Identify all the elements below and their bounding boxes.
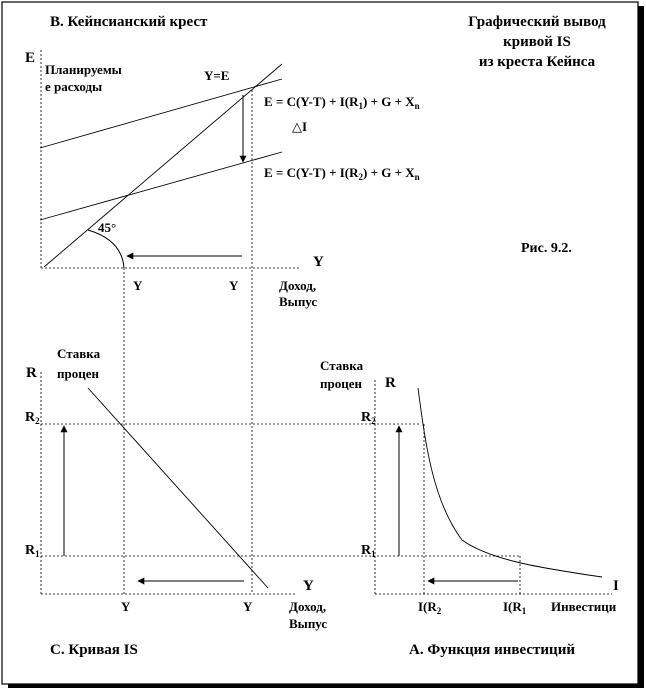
is-r1-label: $R_1$	[25, 543, 40, 559]
cross-x-label-1: Доход,	[279, 278, 317, 293]
inv-r2-label: $R_2$	[361, 410, 376, 426]
inv-rate-label-2: процен	[320, 376, 362, 391]
inv-i-r1-label: $I(R_1$	[503, 599, 527, 616]
cross-y-tick-2: Y	[229, 278, 239, 293]
is-axis-y-label: Y	[303, 578, 314, 594]
cross-x-label-2: Выпус	[279, 294, 318, 309]
axis-label-e: E	[25, 50, 36, 66]
ye-label: Y=E	[204, 68, 230, 83]
expenditure-equation-r1: $E = C(Y-T) + I(R_1) + G + X_n$	[264, 94, 420, 111]
angle-45-label: 45°	[98, 220, 117, 235]
inv-rate-label-1: Ставка	[320, 358, 364, 373]
cross-axis-y-label: Y	[313, 254, 324, 270]
is-y-tick-1: Y	[121, 599, 131, 614]
is-y-tick-2: Y	[243, 599, 253, 614]
cross-y-tick-1: Y	[133, 278, 143, 293]
panel-b-title: В. Кейнсианский крест	[50, 14, 208, 30]
main-title-line-1: Графический вывод	[468, 14, 606, 30]
figure-caption: Рис. 9.2.	[521, 241, 572, 256]
inv-r1-label: $R_1$	[361, 543, 376, 559]
expenditure-equation-r2: $E = C(Y-T) + I(R_2) + G + X_n$	[264, 165, 420, 182]
is-x-label-1: Доход,	[289, 599, 327, 614]
is-r2-label: $R_2$	[25, 410, 40, 426]
main-title-line-3: из креста Кейнса	[478, 54, 596, 70]
panel-a-title: А. Функция инвестиций	[409, 642, 575, 658]
inv-axis-r-label: R	[385, 375, 396, 391]
planned-expenditure-label-2: е расходы	[45, 79, 103, 94]
delta-i-label: △I	[292, 119, 308, 134]
is-rate-label-2: процен	[57, 366, 99, 381]
inv-x-label: Инвестици	[551, 599, 617, 614]
main-title-line-2: кривой IS	[503, 34, 571, 50]
panel-c-title: С. Кривая IS	[50, 642, 138, 658]
is-rate-label-1: Ставка	[57, 346, 101, 361]
inv-axis-i-label: I	[613, 578, 619, 594]
inv-i-r2-label: $I(R_2$	[418, 599, 442, 616]
is-x-label-2: Выпус	[289, 616, 328, 631]
is-axis-r-label: R	[26, 365, 37, 381]
planned-expenditure-label-1: Планируемы	[45, 62, 122, 77]
